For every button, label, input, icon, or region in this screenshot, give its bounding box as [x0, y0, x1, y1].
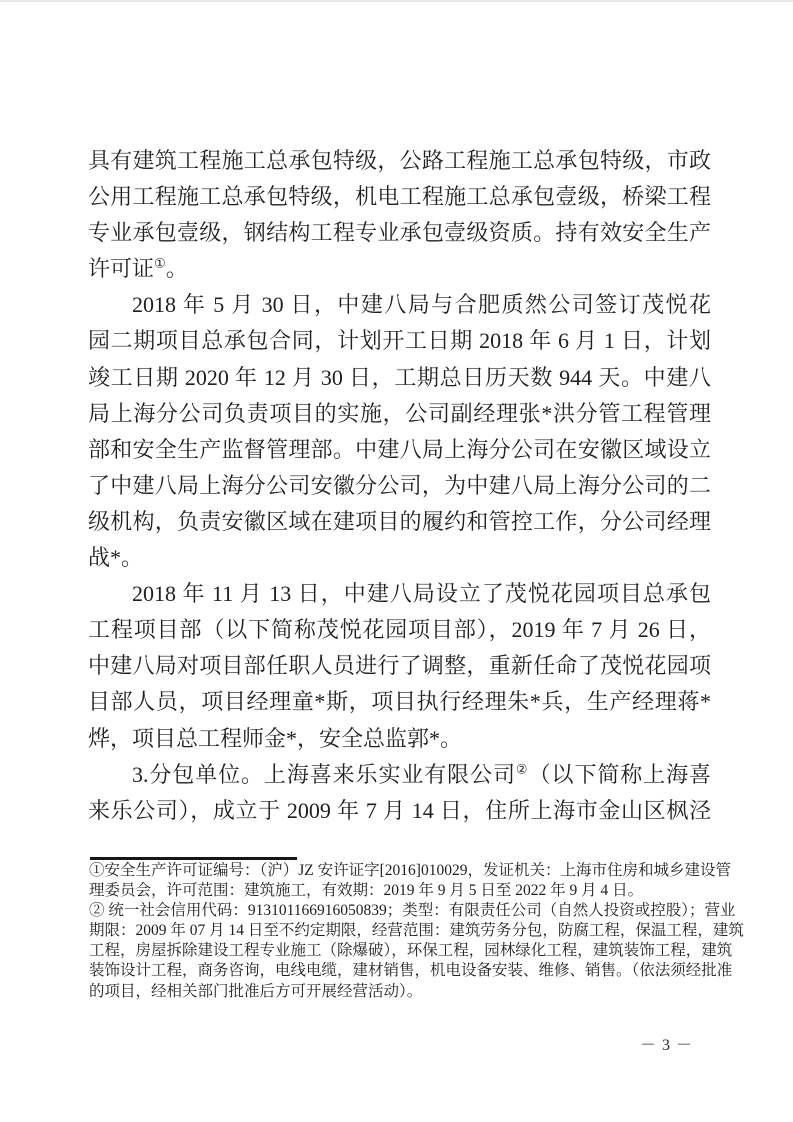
- body-text-line: 战*。: [88, 545, 144, 571]
- footnote: [89, 861, 731, 901]
- body-text-line: 许可证①。: [88, 255, 188, 282]
- paragraph: [88, 143, 711, 287]
- page-number: － 3 －: [640, 1037, 694, 1054]
- footnote-separator: [90, 857, 297, 860]
- document-body: [88, 143, 711, 829]
- footnote-line: ② 统一社会信用代码：913101166916050839；类型：有限责任公司（自然人投资或控股）；营业: [89, 902, 736, 920]
- footnote-ref-marker: ①: [154, 255, 166, 271]
- body-text-line: 级机构，负责安徽区域在建项目的履约和管控工作，分公司经理: [88, 508, 711, 534]
- footnote-line: ①安全生产许可证编号：（沪）JZ 安许证字[2016]010029，发证机关：上海市住房和城乡建设管: [89, 862, 731, 879]
- body-text-line: 3.分包单位。上海喜来乐实业有限公司②（以下简称上海喜: [132, 761, 711, 787]
- body-text-line: 来乐公司），成立于 2009 年 7 月 14 日，住所上海市金山区枫泾: [88, 797, 711, 823]
- body-text-line: 烨，项目总工程师金*，安全总监郭*。: [88, 725, 463, 751]
- footnote: [89, 901, 744, 1001]
- body-text-line: 了中建八局上海分公司安徽分公司，为中建八局上海分公司的二: [88, 472, 711, 498]
- scan-edge-artifact: [0, 0, 793, 2]
- body-text-line: 园二期项目总承包合同，计划开工日期 2018 年 6 月 1 日，计划: [88, 328, 711, 354]
- body-text-line: 目部人员，项目经理童*斯，项目执行经理朱*兵，生产经理蒋*: [88, 689, 711, 715]
- footnote-line: 工程，房屋拆除建设工程专业施工（除爆破），环保工程，园林绿化工程，建筑装饰工程，建筑: [89, 942, 733, 960]
- body-text-line: 局上海分公司负责项目的实施，公司副经理张*洪分管工程管理: [88, 400, 711, 426]
- body-text-line: 竣工日期 2020 年 12 月 30 日，工期总日历天数 944 天。中建八: [88, 364, 711, 390]
- footnotes: [89, 861, 744, 1002]
- footnote-line: 期限：2009 年 07 月 14 日至不约定期限，经营范围：建筑劳务分包，防腐工程，保温工程，建筑: [89, 922, 744, 940]
- body-text-line: 2018 年 5 月 30 日，中建八局与合肥质然公司签订茂悦花: [132, 292, 711, 318]
- body-text-line: 工程项目部（以下简称茂悦花园项目部），2019 年 7 月 26 日，: [88, 617, 711, 643]
- footnote-ref-marker: ②: [515, 761, 529, 777]
- footnote-line: 的项目，经相关部门批准后方可开展经营活动）。: [89, 982, 423, 1000]
- paragraph: [88, 287, 711, 576]
- body-text-line: 公用工程施工总承包特级，机电工程施工总承包壹级，桥梁工程: [88, 184, 711, 210]
- body-text-line: 中建八局对项目部任职人员进行了调整，重新任命了茂悦花园项: [88, 653, 711, 679]
- body-text-line: 2018 年 11 月 13 日，中建八局设立了茂悦花园项目总承包: [132, 581, 711, 607]
- paragraph: [88, 576, 711, 756]
- paragraph: [88, 757, 711, 829]
- footnote-line: 理委员会，许可范围：建筑施工，有效期：2019 年 9 月 5 日至 2022 年 9 月 4 日。: [89, 882, 644, 900]
- body-text-line: 具有建筑工程施工总承包特级，公路工程施工总承包特级，市政: [88, 148, 711, 173]
- body-text-line: 部和安全生产监督管理部。中建八局上海分公司在安徽区域设立: [88, 436, 711, 462]
- body-text-line: 专业承包壹级，钢结构工程专业承包壹级资质。持有效安全生产: [88, 220, 711, 246]
- footnote-line: 装饰设计工程，商务咨询，电线电缆，建材销售，机电设备安装、维修、销售。（依法须经批准: [89, 962, 733, 980]
